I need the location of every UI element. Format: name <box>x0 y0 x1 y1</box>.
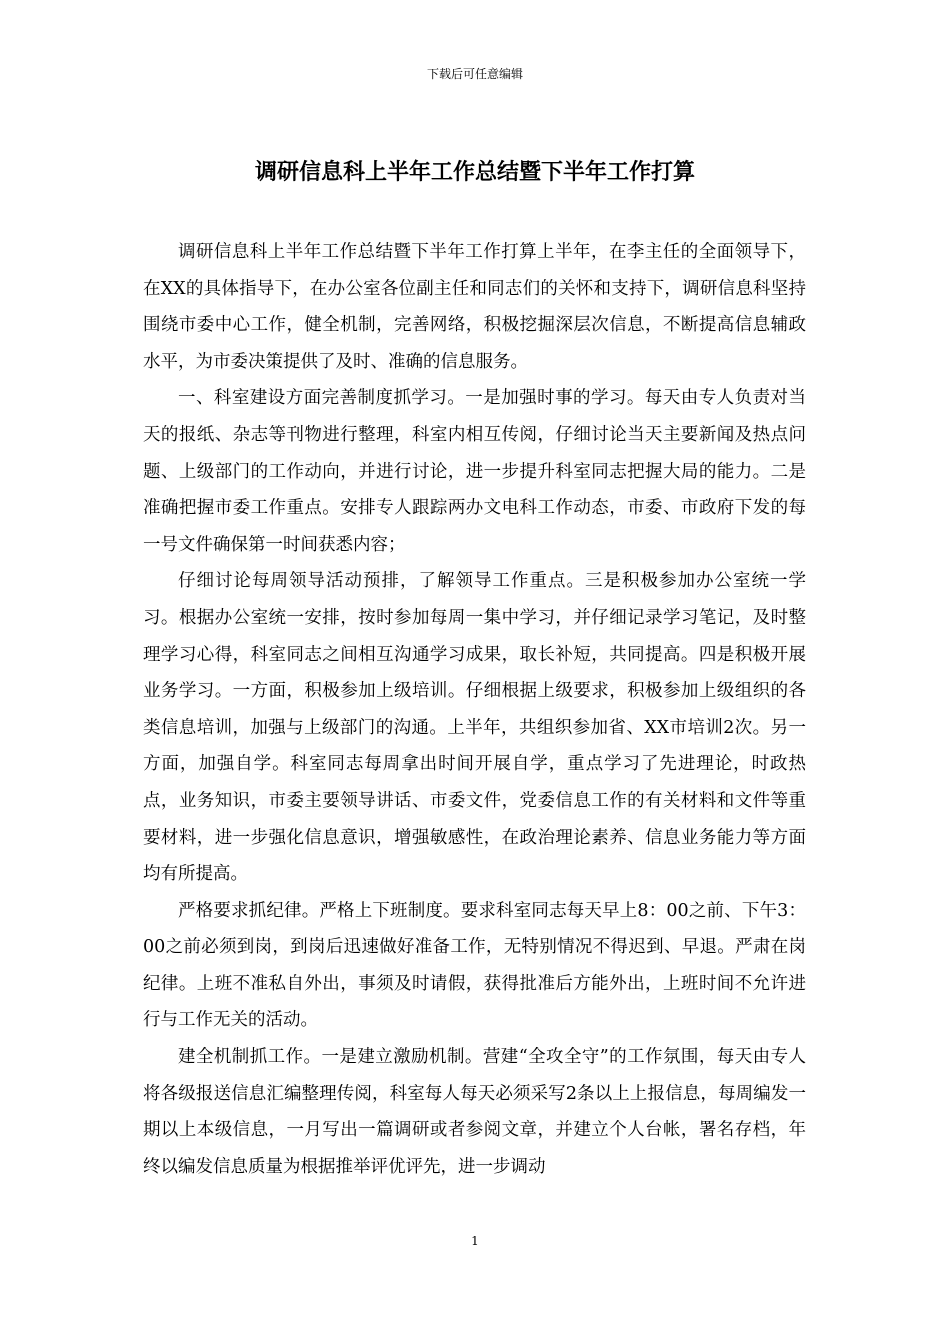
document-body <box>143 234 806 1185</box>
page-header: 下载后可任意编辑 <box>426 67 523 81</box>
page-number: 1 <box>471 1234 479 1248</box>
paragraph-mechanism: 建全机制抓工作。一是建立激励机制。营建“全攻全守”的工作氛围，每天由专人将各级报送信息汇编整理传阅，科室每人每天必须采写2条以上上报信息，每周编发一期以上本级信息，一月写出一篇调研或者参阅文章，并建立个人台帐，署名存档，年终以编发信息质量为根据推举评优评先，进一步调动 <box>143 1047 806 1177</box>
paragraph-discipline: 严格要求抓纪律。严格上下班制度。要求科室同志每天早上8：00之前、下午3：00之前必须到岗，到岗后迅速做好准备工作，无特别情况不得迟到、早退。严肃在岗纪律。上班不准私自外出，事须及时请假，获得批准后方能外出，上班时间不允许进行与工作无关的活动。 <box>143 900 806 1031</box>
paragraph-study: 仔细讨论每周领导活动预排，了解领导工作重点。三是积极参加办公室统一学习。根据办公室统一安排，按时参加每周一集中学习，并仔细记录学习笔记，及时整理学习心得，科室同志之间相互沟通学习成果，取长补短，共同提高。四是积极开展业务学习。一方面，积极参加上级培训。仔细根据上级要求，积极参加上级组织的各类信息培训，加强与上级部门的沟通。上半年，共组织参加省、XX市培训2次。另一方面，加强自学。科室同志每周拿出时间开展自学，重点学习了先进理论，时政热点，业务知识，市委主要领导讲话、市委文件，党委信息工作的有关材料和文件等重要材料，进一步强化信息意识，增强敏感性，在政治理论素养、信息业务能力等方面均有所提高。 <box>143 571 806 885</box>
paragraph-section-1: 一、科室建设方面完善制度抓学习。一是加强时事的学习。每天由专人负责对当天的报纸、杂志等刊物进行整理，科室内相互传阅，仔细讨论当天主要新闻及热点问题、上级部门的工作动向，并进行讨论，进一步提升科室同志把握大局的能力。二是准确把握市委工作重点。安排专人跟踪两办文电科工作动态，市委、市政府下发的每一号文件确保第一时间获悉内容； <box>143 388 806 555</box>
document-title: 调研信息科上半年工作总结暨下半年工作打算 <box>254 159 695 185</box>
paragraph-intro: 调研信息科上半年工作总结暨下半年工作打算上半年，在李主任的全面领导下，在XX的具体指导下，在办公室各位副主任和同志们的关怀和支持下，调研信息科坚持围绕市委中心工作，健全机制，完善网络，积极挖掘深层次信息，不断提高信息辅政水平，为市委决策提供了及时、准确的信息服务。 <box>143 242 806 372</box>
